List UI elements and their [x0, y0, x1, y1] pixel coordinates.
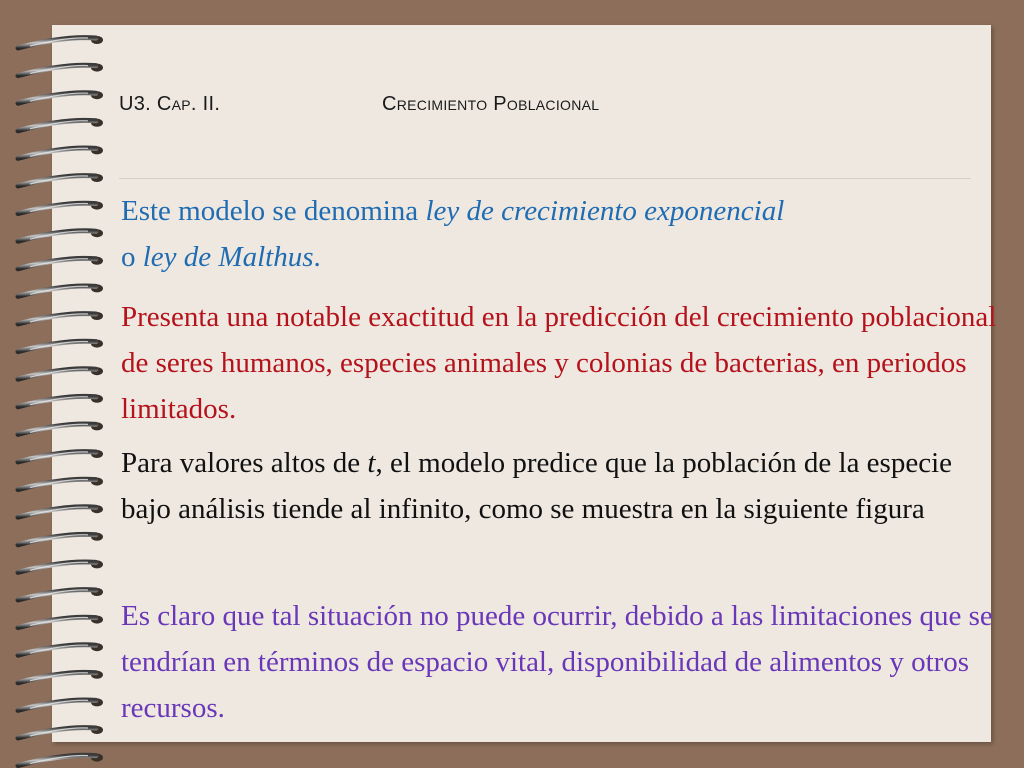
p1-end: .	[313, 241, 321, 273]
binding-ring	[18, 202, 103, 214]
paragraph-limitations	[121, 593, 1001, 731]
binding-ring	[18, 146, 103, 158]
binding-ring	[18, 671, 103, 683]
paragraph-malthus-law	[121, 188, 1001, 280]
binding-ring	[18, 726, 103, 738]
paragraph-accuracy	[121, 294, 1001, 432]
binding-ring	[18, 367, 103, 379]
paragraph-infinity	[121, 440, 1001, 532]
binding-ring	[18, 422, 103, 434]
p3-variable: t	[367, 447, 376, 479]
binding-ring	[18, 478, 103, 490]
binding-ring	[18, 312, 103, 324]
binding-ring	[18, 340, 103, 352]
p1-term-exponential: ley de crecimiento exponencial	[425, 195, 785, 227]
binding-ring	[18, 588, 103, 600]
binding-ring	[18, 560, 103, 572]
binding-ring	[18, 643, 103, 655]
p4-text: Es claro que tal situación no puede ocurrir, debido a las limitaciones que se tendrían en términos de espacio vital, disponibilidad de alimentos y otros recursos.	[121, 600, 993, 724]
section-label: U3. Cap. II.	[119, 93, 221, 115]
binding-ring	[18, 174, 103, 186]
binding-ring	[18, 533, 103, 545]
binding-ring	[18, 395, 103, 407]
p1-lead: Este modelo se denomina	[121, 195, 426, 227]
p1-join: o	[121, 241, 143, 273]
p1-term-malthus: ley de Malthus	[142, 241, 314, 273]
binding-ring	[18, 64, 103, 76]
binding-ring	[18, 36, 103, 48]
binding-ring	[18, 450, 103, 462]
binding-ring	[18, 698, 103, 710]
binding-ring	[18, 505, 103, 517]
binding-ring	[18, 119, 103, 131]
binding-ring	[18, 284, 103, 296]
p2-text: Presenta una notable exactitud en la predicción del crecimiento poblacional de seres humanos, especies animales y colonias de bacterias, en periodos limitados.	[121, 301, 997, 425]
binding-ring	[18, 229, 103, 241]
binding-ring	[18, 754, 103, 766]
binding-ring	[18, 91, 103, 103]
binding-ring	[18, 257, 103, 269]
header-divider	[119, 178, 971, 179]
p3-lead: Para valores altos de	[121, 447, 368, 479]
p3-rest: , el modelo predice que la población de la especie bajo análisis tiende al infinito, como se muestra en la siguiente figura	[121, 447, 953, 525]
spiral-binding	[0, 0, 130, 768]
binding-ring	[18, 616, 103, 628]
slide-title: Crecimiento Poblacional	[382, 93, 600, 115]
